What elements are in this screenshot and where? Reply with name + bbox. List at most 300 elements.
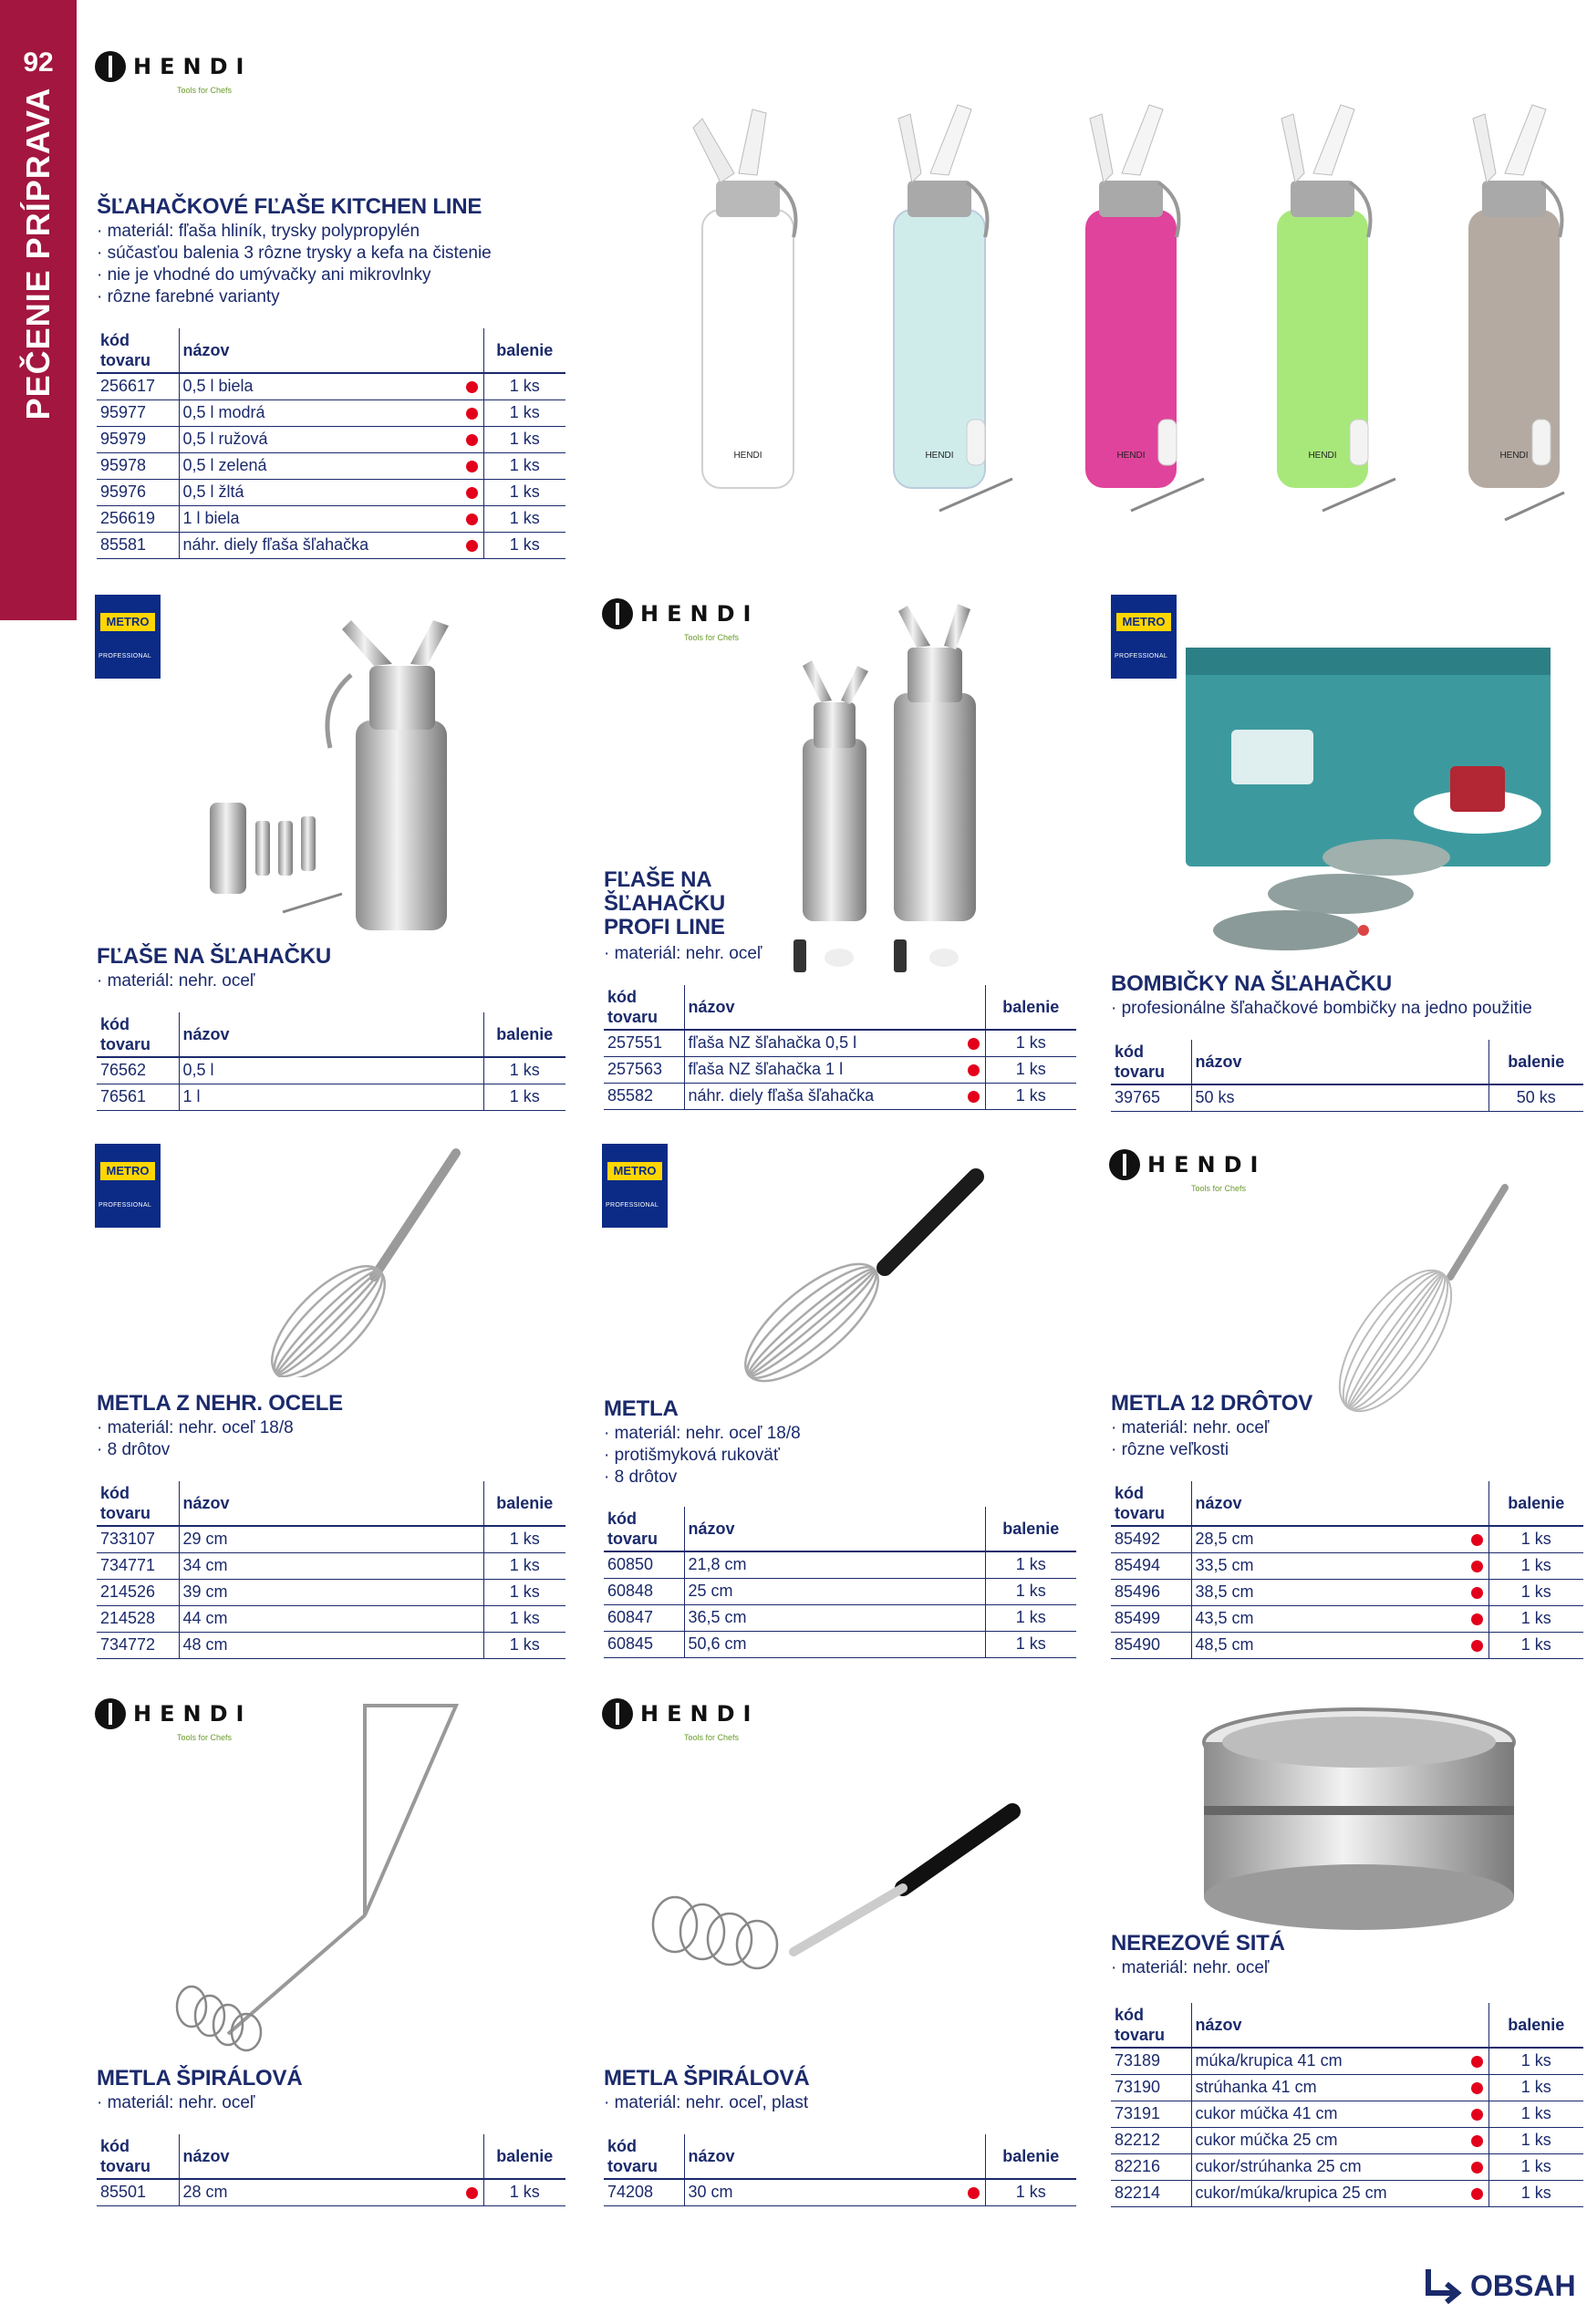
- table-row: [97, 1552, 565, 1579]
- table-row: [97, 1632, 565, 1658]
- cell-name: [462, 2134, 483, 2179]
- product-bullets: · materiál: nehr. oceľ: [604, 943, 762, 965]
- cell-availability: [1467, 2180, 1488, 2206]
- cell-pack: 1 ks: [985, 1056, 1076, 1083]
- cell-code: 85496: [1111, 1579, 1191, 1605]
- cell-availability: [1467, 1526, 1488, 1552]
- cell-pack: balenie: [1488, 1040, 1583, 1084]
- cell-pack: 1 ks: [985, 1030, 1076, 1056]
- product-table: [1111, 2003, 1583, 2207]
- cell-pack: balenie: [1488, 1481, 1583, 1526]
- table-row: [97, 1057, 565, 1084]
- hendi-mark-icon: [95, 1698, 126, 1729]
- hendi-logo: HENDI Tools for Chefs: [602, 1698, 759, 1729]
- table-row: [1111, 1605, 1583, 1632]
- cell-code: 95979: [97, 426, 179, 452]
- cell-code: 73190: [1111, 2074, 1191, 2101]
- cell-code: kód tovaru: [1111, 2003, 1191, 2048]
- cell-name: 44 cm: [179, 1605, 483, 1632]
- cell-code: 85582: [604, 1083, 684, 1109]
- cell-code: 60850: [604, 1551, 684, 1578]
- availability-dot-icon: [1471, 2135, 1483, 2147]
- table-row: [1111, 2074, 1583, 2101]
- product-table: [604, 1507, 1076, 1658]
- cell-code: 85492: [1111, 1526, 1191, 1552]
- cell-code: 60848: [604, 1578, 684, 1604]
- cell-code: 74208: [604, 2179, 684, 2205]
- cell-code: 95976: [97, 479, 179, 505]
- cell-code: 82212: [1111, 2127, 1191, 2153]
- table-header: [604, 985, 1076, 1030]
- cell-name: cukor múčka 41 cm: [1191, 2101, 1467, 2127]
- table-row: [1111, 2048, 1583, 2074]
- cell-availability: [462, 479, 483, 505]
- cell-name: názov: [684, 2134, 963, 2179]
- cell-pack: 1 ks: [1488, 2153, 1583, 2180]
- cell-availability: [1467, 1579, 1488, 1605]
- availability-dot-icon: [1471, 1534, 1483, 1546]
- product-table: [604, 2134, 1076, 2206]
- product-bullets: · materiál: nehr. oceľ, plast: [604, 2092, 808, 2114]
- table-row: [1111, 2180, 1583, 2206]
- product-bullets: · materiál: nehr. oceľ 18/8 · protišmyková rukoväť · 8 drôtov: [604, 1423, 801, 1489]
- table-row: [1111, 2101, 1583, 2127]
- table-row: [604, 1631, 1076, 1657]
- cell-pack: 1 ks: [483, 1605, 565, 1632]
- cell-pack: 1 ks: [483, 1552, 565, 1579]
- cell-name: 29 cm: [179, 1526, 483, 1552]
- cell-availability: [462, 426, 483, 452]
- availability-dot-icon: [968, 1091, 980, 1103]
- cell-pack: 1 ks: [483, 1084, 565, 1110]
- cell-pack: 1 ks: [483, 1632, 565, 1658]
- cell-code: kód tovaru: [97, 2134, 179, 2179]
- svg-text:HENDI: HENDI: [925, 451, 954, 461]
- steel-sieve-image: [1186, 1706, 1532, 1943]
- availability-dot-icon: [1471, 2056, 1483, 2068]
- cell-name: názov: [179, 1012, 483, 1057]
- availability-dot-icon: [466, 381, 478, 393]
- cell-name: 50,6 cm: [684, 1631, 985, 1657]
- cell-code: 734771: [97, 1552, 179, 1579]
- cell-pack: balenie: [1488, 2003, 1583, 2048]
- cell-pack: 1 ks: [1488, 1579, 1583, 1605]
- availability-dot-icon: [466, 2187, 478, 2199]
- cell-pack: balenie: [483, 2134, 565, 2179]
- cell-name: 34 cm: [179, 1552, 483, 1579]
- cell-pack: 1 ks: [985, 1083, 1076, 1109]
- table-header: [604, 1507, 1076, 1551]
- table-row: [97, 1084, 565, 1110]
- availability-dot-icon: [466, 434, 478, 446]
- product-bullets: · materiál: nehr. oceľ · rôzne veľkosti: [1111, 1417, 1269, 1461]
- hendi-mark-icon: [602, 1698, 633, 1729]
- cell-pack: 1 ks: [1488, 1552, 1583, 1579]
- product-bullets: · materiál: nehr. oceľ 18/8 · 8 drôtov: [97, 1417, 294, 1461]
- cream-chargers-image: [1177, 629, 1578, 976]
- bottle-blue: [894, 105, 1012, 511]
- cell-code: 76561: [97, 1084, 179, 1110]
- cell-pack: 1 ks: [483, 1526, 565, 1552]
- product-title: FĽAŠE NA ŠĽAHAČKU: [97, 944, 332, 969]
- cell-name: cukor/múka/krupica 25 cm: [1191, 2180, 1467, 2206]
- cell-pack: 1 ks: [985, 1551, 1076, 1578]
- cell-pack: 1 ks: [483, 399, 565, 426]
- cell-pack: balenie: [483, 1481, 565, 1526]
- cell-code: 256617: [97, 373, 179, 399]
- cell-availability: [1467, 1605, 1488, 1632]
- availability-dot-icon: [466, 487, 478, 499]
- cell-code: 85490: [1111, 1632, 1191, 1658]
- cell-name: 36,5 cm: [684, 1604, 985, 1631]
- product-bullets: · materiál: nehr. oceľ: [97, 970, 254, 992]
- product-bullets: · materiál: nehr. oceľ: [1111, 1957, 1269, 1979]
- table-header: [97, 328, 565, 373]
- table-row: [604, 1551, 1076, 1578]
- cell-name: [462, 328, 483, 373]
- availability-dot-icon: [1471, 1587, 1483, 1599]
- cell-code: 73189: [1111, 2048, 1191, 2074]
- cell-pack: 1 ks: [985, 1578, 1076, 1604]
- metro-professional-logo: METRO PROFESSIONAL: [602, 1144, 668, 1228]
- cell-availability: [1467, 2127, 1488, 2153]
- cell-pack: balenie: [985, 1507, 1076, 1551]
- product-title: METLA: [604, 1396, 679, 1421]
- cell-name: 0,5 l modrá: [179, 399, 462, 426]
- cell-code: 95977: [97, 399, 179, 426]
- cell-code: 60845: [604, 1631, 684, 1657]
- metro-professional-logo: METRO PROFESSIONAL: [1111, 595, 1177, 679]
- availability-dot-icon: [968, 1064, 980, 1076]
- cell-availability: [1467, 2048, 1488, 2074]
- nonslip-whisk-image: [721, 1158, 994, 1395]
- contents-link-label[interactable]: OBSAH: [1470, 2268, 1576, 2302]
- table-row: [97, 1579, 565, 1605]
- cell-name: cukor/strúhanka 25 cm: [1191, 2153, 1467, 2180]
- table-header: [97, 1012, 565, 1057]
- cell-name: 30 cm: [684, 2179, 963, 2205]
- cell-availability: [462, 505, 483, 532]
- cell-code: kód tovaru: [1111, 1481, 1191, 1526]
- availability-dot-icon: [1471, 2082, 1483, 2094]
- cell-availability: [462, 452, 483, 479]
- cell-code: kód tovaru: [97, 1481, 179, 1526]
- product-table: [97, 2134, 565, 2206]
- cell-code: 256619: [97, 505, 179, 532]
- cell-code: 73191: [1111, 2101, 1191, 2127]
- cell-pack: 1 ks: [1488, 2180, 1583, 2206]
- cell-code: 734772: [97, 1632, 179, 1658]
- table-row: [1111, 2153, 1583, 2180]
- table-row: [604, 2179, 1076, 2205]
- product-title: ŠĽAHAČKOVÉ FĽAŠE KITCHEN LINE: [97, 194, 482, 219]
- availability-dot-icon: [968, 1038, 980, 1050]
- cell-code: kód tovaru: [604, 2134, 684, 2179]
- product-title: METLA 12 DRÔTOV: [1111, 1391, 1313, 1416]
- cell-name: názov: [1191, 1481, 1467, 1526]
- cell-code: 95978: [97, 452, 179, 479]
- cell-pack: 1 ks: [483, 479, 565, 505]
- cell-name: [963, 985, 985, 1030]
- cell-code: 214528: [97, 1605, 179, 1632]
- table-header: [604, 2134, 1076, 2179]
- bottle-white: [693, 109, 796, 488]
- cell-pack: 50 ks: [1488, 1084, 1583, 1111]
- cell-pack: 1 ks: [1488, 2127, 1583, 2153]
- cell-availability: [1467, 1632, 1488, 1658]
- table-row: [604, 1030, 1076, 1056]
- cell-name: cukor múčka 25 cm: [1191, 2127, 1467, 2153]
- product-table: [1111, 1481, 1583, 1659]
- cell-name: 0,5 l biela: [179, 373, 462, 399]
- cell-name: 28 cm: [179, 2179, 462, 2205]
- table-row: [1111, 1084, 1583, 1111]
- cell-code: 257563: [604, 1056, 684, 1083]
- cell-name: 48,5 cm: [1191, 1632, 1467, 1658]
- table-row: [1111, 1632, 1583, 1658]
- table-row: [1111, 2127, 1583, 2153]
- product-table: [97, 328, 565, 559]
- cell-pack: 1 ks: [1488, 2101, 1583, 2127]
- bottle-taupe: [1468, 105, 1564, 520]
- steel-whisk-image: [237, 1140, 474, 1377]
- cell-name: 28,5 cm: [1191, 1526, 1467, 1552]
- table-row: [97, 2179, 565, 2205]
- cell-name: 38,5 cm: [1191, 1579, 1467, 1605]
- cell-name: názov: [179, 1481, 483, 1526]
- table-row: [97, 399, 565, 426]
- cell-code: 214526: [97, 1579, 179, 1605]
- table-row: [604, 1604, 1076, 1631]
- table-row: [604, 1083, 1076, 1109]
- availability-dot-icon: [466, 514, 478, 525]
- product-title: METLA Z NEHR. OCELE: [97, 1391, 343, 1416]
- table-row: [1111, 1526, 1583, 1552]
- cell-name: názov: [179, 328, 462, 373]
- table-row: [604, 1056, 1076, 1083]
- bottle-pink: [1085, 105, 1204, 511]
- table-row: [97, 505, 565, 532]
- table-row: [97, 1526, 565, 1552]
- cell-name: [1467, 2003, 1488, 2048]
- cell-pack: 1 ks: [985, 1631, 1076, 1657]
- cell-availability: [963, 1083, 985, 1109]
- cell-name: 0,5 l ružová: [179, 426, 462, 452]
- cell-name: [1467, 1481, 1488, 1526]
- availability-dot-icon: [1471, 1613, 1483, 1625]
- table-header: [1111, 1481, 1583, 1526]
- cell-name: 0,5 l zelená: [179, 452, 462, 479]
- product-title: BOMBIČKY NA ŠĽAHAČKU: [1111, 971, 1393, 996]
- hendi-logo: HENDI Tools for Chefs: [95, 51, 252, 82]
- hendi-logo: HENDI Tools for Chefs: [95, 1698, 252, 1729]
- cell-name: 43,5 cm: [1191, 1605, 1467, 1632]
- cell-code: kód tovaru: [97, 328, 179, 373]
- kitchen-line-bottles-image: [620, 73, 1569, 547]
- cell-pack: balenie: [985, 985, 1076, 1030]
- table-row: [97, 452, 565, 479]
- section-title: PEČENIE PRÍPRAVA: [19, 87, 57, 420]
- cell-name: náhr. diely fľaša šľahačka: [179, 532, 462, 558]
- cell-availability: [1467, 2101, 1488, 2127]
- cell-pack: 1 ks: [1488, 1632, 1583, 1658]
- cell-name: 33,5 cm: [1191, 1552, 1467, 1579]
- hendi-mark-icon: [1109, 1149, 1140, 1180]
- table-row: [1111, 1579, 1583, 1605]
- table-row: [97, 373, 565, 399]
- cell-availability: [963, 2179, 985, 2205]
- page-number: 92: [23, 47, 54, 78]
- metro-professional-logo: METRO PROFESSIONAL: [95, 1144, 161, 1228]
- availability-dot-icon: [1471, 2162, 1483, 2174]
- cell-code: 257551: [604, 1030, 684, 1056]
- cell-name: 21,8 cm: [684, 1551, 985, 1578]
- cell-availability: [1467, 2074, 1488, 2101]
- table-row: [604, 1578, 1076, 1604]
- cell-pack: balenie: [483, 328, 565, 373]
- cell-name: názov: [684, 985, 963, 1030]
- cell-availability: [1467, 2153, 1488, 2180]
- availability-dot-icon: [466, 408, 478, 420]
- cell-availability: [462, 399, 483, 426]
- cell-name: názov: [1191, 1040, 1488, 1084]
- cell-pack: 1 ks: [1488, 1526, 1583, 1552]
- table-header: [1111, 1040, 1583, 1084]
- cell-pack: 1 ks: [483, 2179, 565, 2205]
- cell-code: 82214: [1111, 2180, 1191, 2206]
- cell-pack: 1 ks: [483, 452, 565, 479]
- cell-name: 0,5 l: [179, 1057, 483, 1084]
- cell-name: názov: [1191, 2003, 1467, 2048]
- table-header: [97, 1481, 565, 1526]
- availability-dot-icon: [466, 461, 478, 472]
- hendi-mark-icon: [95, 51, 126, 82]
- product-title: NEREZOVÉ SITÁ: [1111, 1931, 1285, 1956]
- contents-link[interactable]: [1421, 2266, 1576, 2306]
- bottle-green: [1277, 105, 1395, 511]
- cell-code: kód tovaru: [604, 1507, 684, 1551]
- cell-availability: [963, 1056, 985, 1083]
- cell-name: 1 l: [179, 1084, 483, 1110]
- table-header: [97, 2134, 565, 2179]
- cell-code: kód tovaru: [1111, 1040, 1191, 1084]
- cell-code: 82216: [1111, 2153, 1191, 2180]
- cell-pack: 1 ks: [483, 426, 565, 452]
- cell-pack: balenie: [985, 2134, 1076, 2179]
- table-row: [97, 532, 565, 558]
- table-header: [1111, 2003, 1583, 2048]
- availability-dot-icon: [1471, 2188, 1483, 2200]
- availability-dot-icon: [1471, 1640, 1483, 1652]
- product-bullets: · profesionálne šľahačkové bombičky na jedno použitie: [1111, 998, 1532, 1020]
- svg-text:HENDI: HENDI: [1308, 451, 1337, 461]
- metro-professional-logo: METRO PROFESSIONAL: [95, 595, 161, 679]
- table-row: [97, 479, 565, 505]
- cell-pack: 1 ks: [1488, 2074, 1583, 2101]
- arrow-down-right-icon: [1421, 2266, 1465, 2306]
- cell-name: 48 cm: [179, 1632, 483, 1658]
- product-title: METLA ŠPIRÁLOVÁ: [604, 2066, 810, 2091]
- cell-code: 39765: [1111, 1084, 1191, 1111]
- svg-text:HENDI: HENDI: [733, 451, 762, 461]
- cell-pack: balenie: [483, 1012, 565, 1057]
- availability-dot-icon: [968, 2187, 980, 2199]
- cell-pack: 1 ks: [1488, 2048, 1583, 2074]
- hendi-logo: HENDI Tools for Chefs: [1109, 1149, 1266, 1180]
- availability-dot-icon: [1471, 2109, 1483, 2121]
- cell-name: názov: [684, 1507, 985, 1551]
- cell-name: názov: [179, 2134, 462, 2179]
- cell-name: múka/krupica 41 cm: [1191, 2048, 1467, 2074]
- cell-pack: 1 ks: [985, 2179, 1076, 2205]
- cell-name: fľaša NZ šľahačka 0,5 l: [684, 1030, 963, 1056]
- cell-code: 85494: [1111, 1552, 1191, 1579]
- spiral-whisk-steel-image: [155, 1696, 538, 2061]
- cell-availability: [462, 2179, 483, 2205]
- spiral-whisk-plastic-image: [638, 1797, 1022, 1979]
- cell-name: 1 l biela: [179, 505, 462, 532]
- cell-availability: [462, 373, 483, 399]
- cell-name: strúhanka 41 cm: [1191, 2074, 1467, 2101]
- cell-pack: 1 ks: [483, 373, 565, 399]
- cell-pack: 1 ks: [1488, 1605, 1583, 1632]
- availability-dot-icon: [1471, 1561, 1483, 1572]
- cell-pack: 1 ks: [483, 532, 565, 558]
- twelve-wire-whisk-image: [1313, 1177, 1523, 1414]
- table-row: [97, 426, 565, 452]
- svg-text:HENDI: HENDI: [1499, 451, 1529, 461]
- hendi-logo: HENDI Tools for Chefs: [602, 598, 759, 629]
- cell-pack: 1 ks: [483, 1057, 565, 1084]
- cell-name: 25 cm: [684, 1578, 985, 1604]
- product-title: METLA ŠPIRÁLOVÁ: [97, 2066, 303, 2091]
- product-table: [604, 985, 1076, 1110]
- product-bullets: · materiál: nehr. oceľ: [97, 2092, 254, 2114]
- cell-code: 76562: [97, 1057, 179, 1084]
- availability-dot-icon: [466, 540, 478, 552]
- product-title: FĽAŠE NA ŠĽAHAČKU PROFI LINE: [604, 867, 726, 939]
- table-row: [97, 1605, 565, 1632]
- cell-name: 50 ks: [1191, 1084, 1488, 1111]
- cell-code: kód tovaru: [97, 1012, 179, 1057]
- hendi-mark-icon: [602, 598, 633, 629]
- table-row: [1111, 1552, 1583, 1579]
- cell-code: 85581: [97, 532, 179, 558]
- cell-code: 60847: [604, 1604, 684, 1631]
- cell-name: 0,5 l žltá: [179, 479, 462, 505]
- cell-pack: 1 ks: [483, 505, 565, 532]
- cell-code: 85501: [97, 2179, 179, 2205]
- cell-code: 733107: [97, 1526, 179, 1552]
- cell-pack: 1 ks: [483, 1579, 565, 1605]
- product-table: [1111, 1040, 1583, 1112]
- product-bullets: · materiál: fľaša hliník, trysky polypropylén · súčasťou balenia 3 rôzne trysky a kefa na čistenie · nie je vhodné do umývačky ani mikrovlnky · rôzne farebné varianty: [97, 221, 492, 308]
- product-table: [97, 1012, 565, 1111]
- cell-code: 85499: [1111, 1605, 1191, 1632]
- cell-availability: [1467, 1552, 1488, 1579]
- cell-name: náhr. diely fľaša šľahačka: [684, 1083, 963, 1109]
- cell-availability: [462, 532, 483, 558]
- cell-name: 39 cm: [179, 1579, 483, 1605]
- profi-line-bottles-image: [784, 593, 1003, 985]
- cell-code: kód tovaru: [604, 985, 684, 1030]
- cell-name: [963, 2134, 985, 2179]
- cell-name: fľaša NZ šľahačka 1 l: [684, 1056, 963, 1083]
- product-table: [97, 1481, 565, 1659]
- cell-availability: [963, 1030, 985, 1056]
- svg-text:HENDI: HENDI: [1116, 451, 1146, 461]
- cell-pack: 1 ks: [985, 1604, 1076, 1631]
